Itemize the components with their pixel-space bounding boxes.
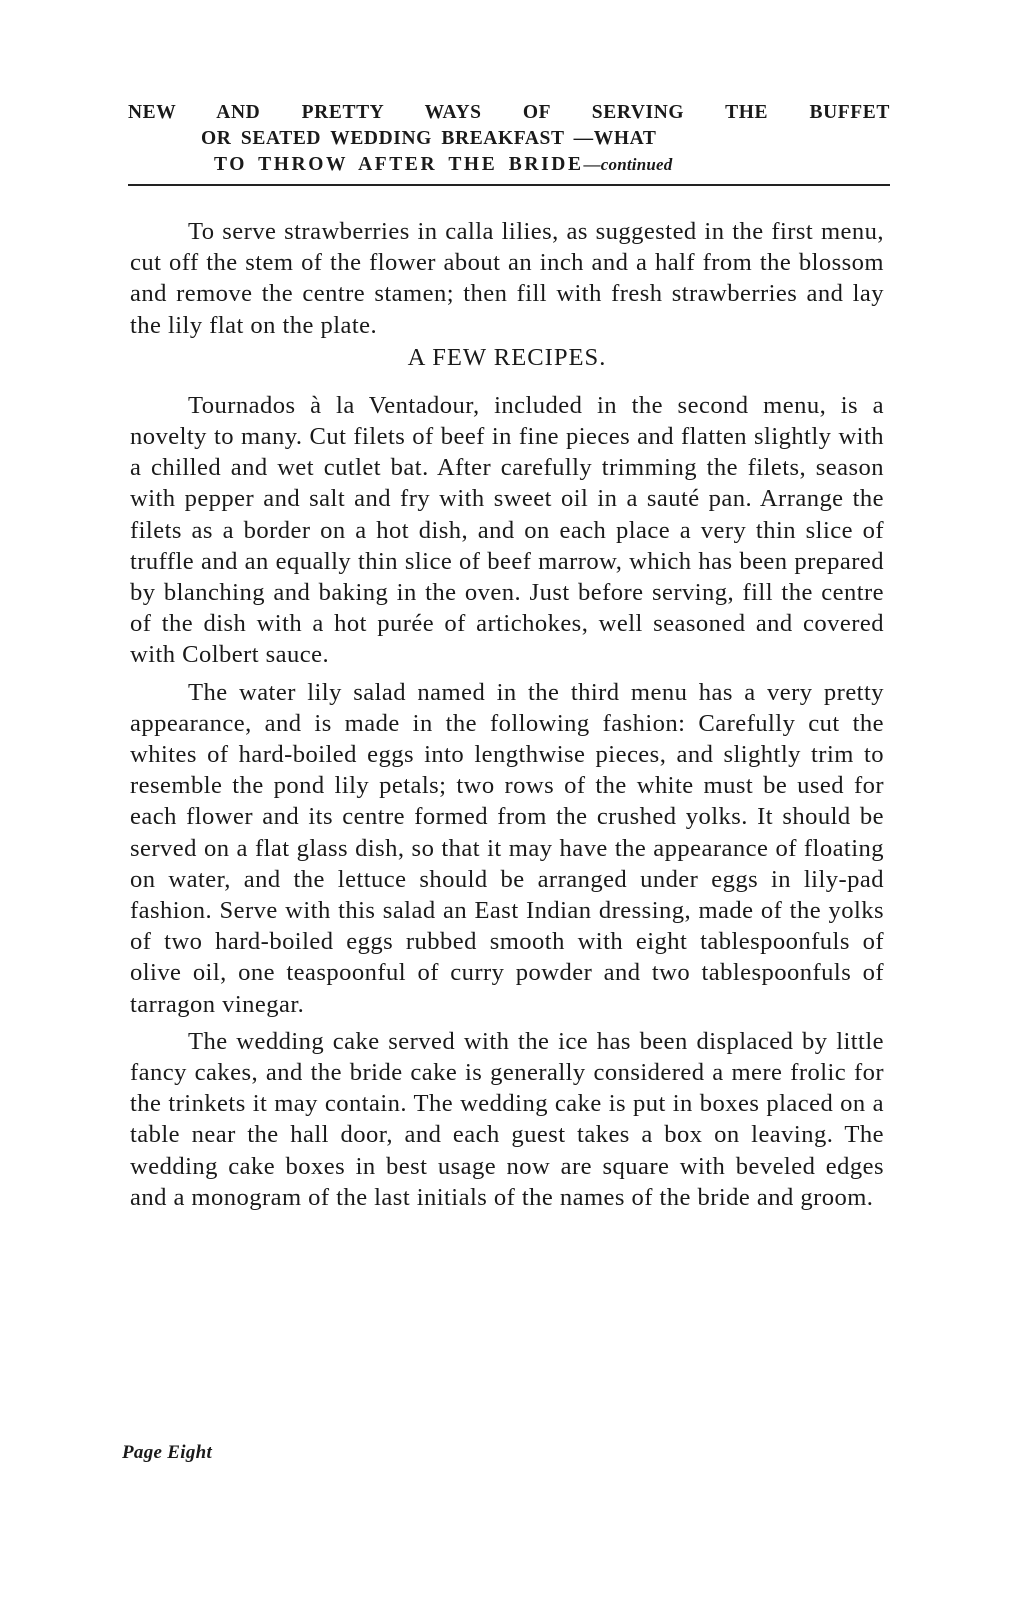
paragraph-tournados: Tournados à la Ventadour, included in the second menu, is a novelty to many. Cut filets of beef in fine pieces and flatten slightly with a chilled and wet cutlet bat. After carefully trimming the filets, season with pepper and salt and fry with sweet oil in a sauté pan. Arrange the filets as a border on a hot dish, and on each place a very thin slice of truffle and an equally thin slice of beef marrow, which has been prepared by blanching and baking in the oven. Just before serving, fill the centre of the dish with a hot purée of artichokes, well seasoned and covered with Colbert sauce.	[130, 391, 884, 669]
header-line-1: NEW AND PRETTY WAYS OF SERVING THE BUFFET	[128, 102, 890, 123]
header-line-3-text: TO THROW AFTER THE BRIDE	[214, 154, 584, 175]
paragraph-water-lily-salad: The water lily salad named in the third menu has a very pretty appearance, and is made in the following fashion: Carefully cut the whites of hard-boiled eggs into lengthwise pieces, and slightly trim to resemble the pond lily petals; two rows of the white must be used for each flower and its centre formed from the crushed yolks. It should be served on a flat glass dish, so that it may have the appearance of floating on water, and the lettuce should be arranged under eggs in lily-pad fashion. Serve with this salad an East Indian dressing, made of the yolks of two hard-boiled eggs rubbed smooth with eight tablespoonfuls of olive oil, one teaspoonful of curry powder and two tablespoonfuls of tarragon vinegar.	[130, 678, 884, 1018]
main-text	[130, 216, 884, 1213]
section-heading: A FEW RECIPES.	[407, 343, 607, 371]
header-line-2: OR SEATED WEDDING BREAKFAST —WHAT	[201, 128, 657, 149]
header-continued: —continued	[583, 155, 673, 174]
running-header	[128, 100, 890, 178]
page-number: Page Eight	[122, 1442, 213, 1463]
header-rule	[128, 184, 890, 186]
paragraph-wedding-cake: The wedding cake served with the ice has been displaced by little fancy cakes, and the bride cake is generally considered a mere frolic for the trinkets it may contain. The wedding cake is put in boxes placed on a table near the hall door, and each guest takes a box on leaving. The wedding cake boxes in best usage now are square with beveled edges and a monogram of the last initials of the names of the bride and groom.	[130, 1027, 884, 1211]
header-line-3	[128, 152, 890, 178]
paragraph-strawberries: To serve strawberries in calla lilies, as suggested in the first menu, cut off the stem of the flower about an inch and a half from the blossom and remove the centre stamen; then fill with fresh strawberries and lay the lily flat on the plate.	[130, 218, 884, 339]
